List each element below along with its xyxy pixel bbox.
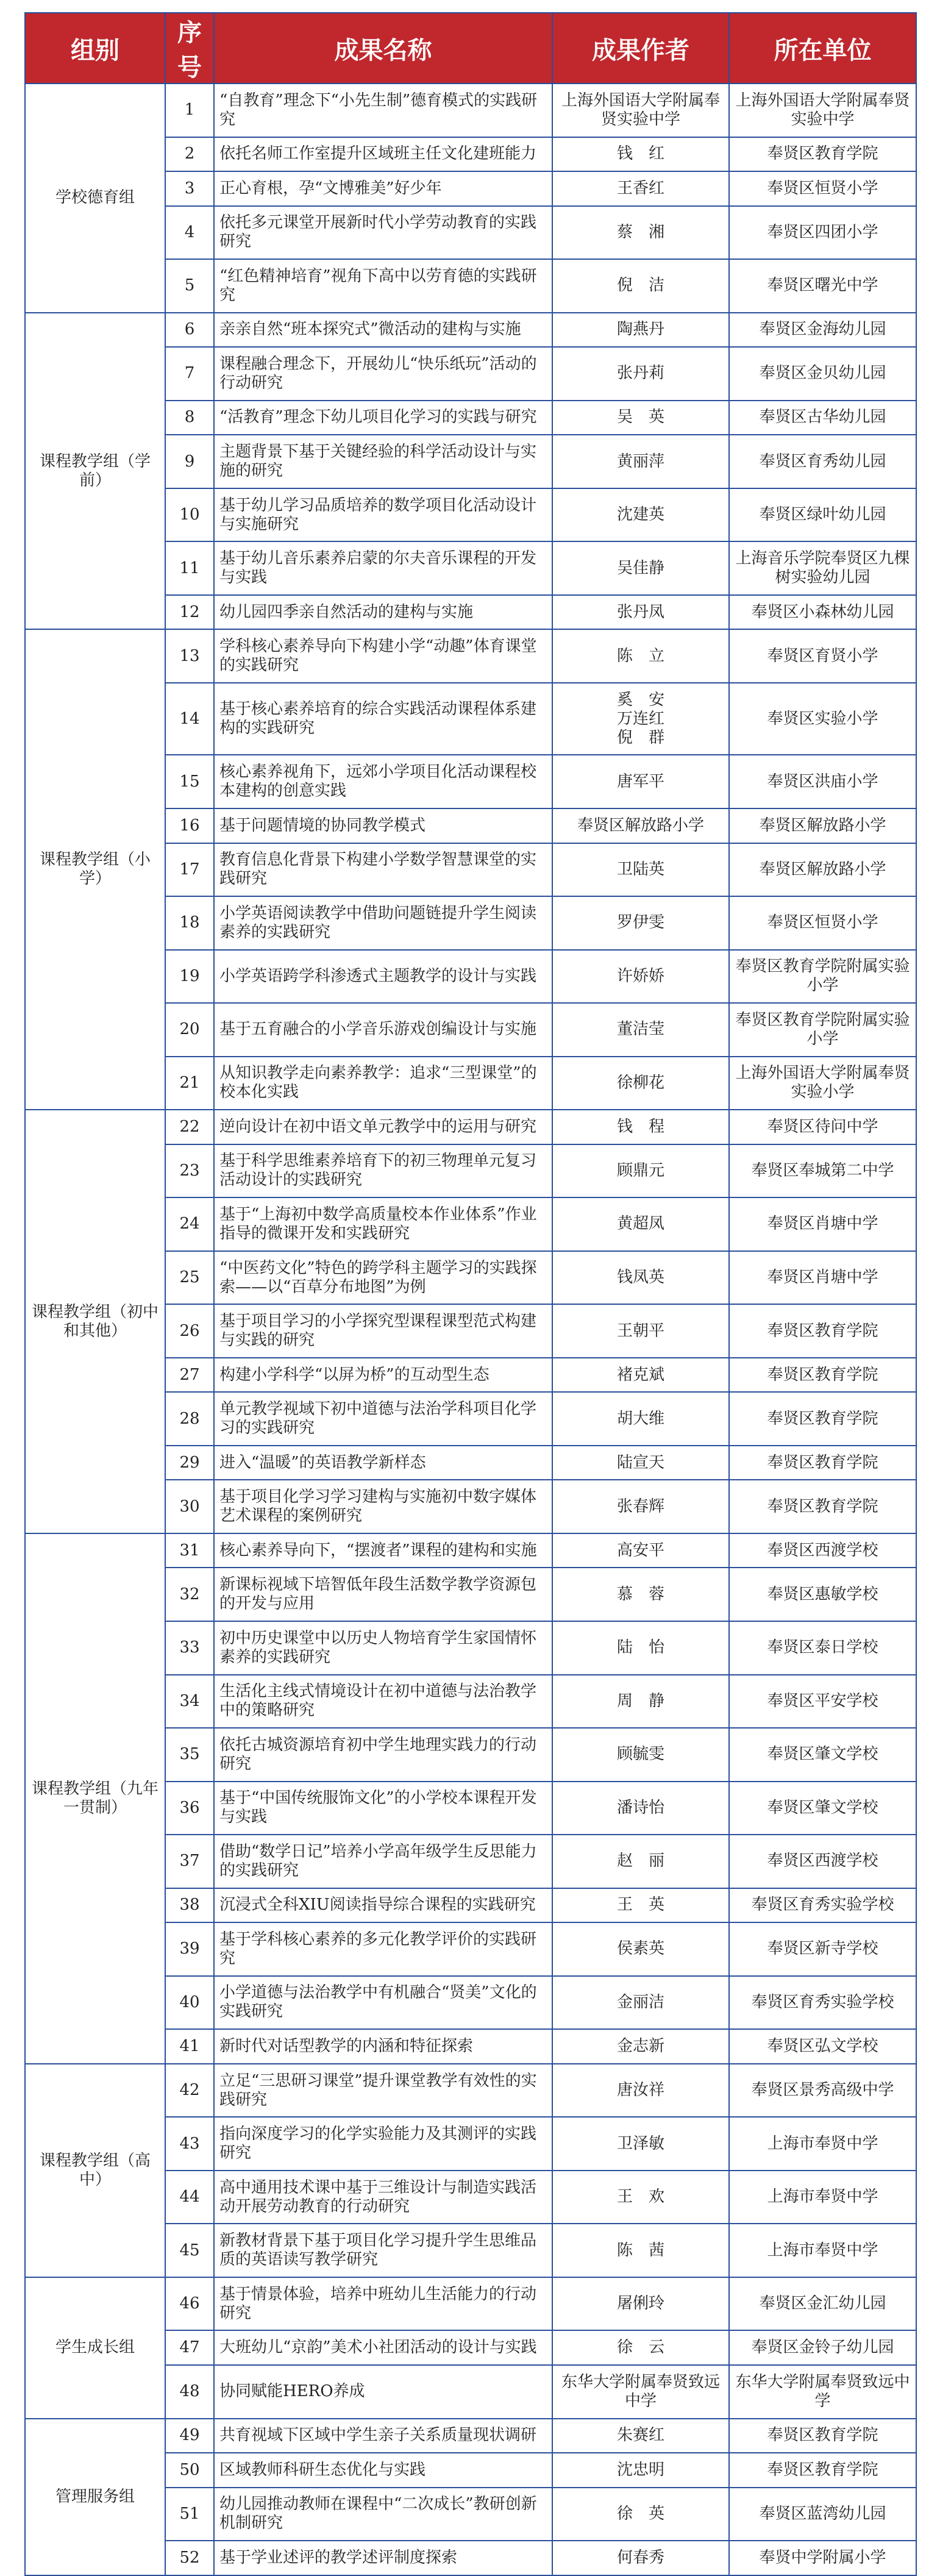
result-unit: 奉贤区实验小学 — [729, 683, 916, 755]
result-title: 幼儿园推动教师在课程中“二次成长”教研创新机制研究 — [214, 2488, 552, 2541]
group-cell: 课程教学组（学前） — [25, 313, 165, 630]
result-unit: 上海外国语大学附属奉贤实验中学 — [729, 84, 916, 137]
result-unit: 奉贤区西渡学校 — [729, 1835, 916, 1888]
result-title: 主题背景下基于关键经验的科学活动设计与实施的研究 — [214, 435, 552, 488]
result-author: 陆 怡 — [552, 1621, 729, 1675]
result-title: 核心素养导向下，“摆渡者”课程的建构和实施 — [214, 1533, 552, 1568]
result-title: “自教育”理念下“小先生制”德育模式的实践研究 — [214, 84, 552, 137]
row-number: 36 — [165, 1782, 214, 1835]
result-title: 沉浸式全科XIU阅读指导综合课程的实践研究 — [214, 1888, 552, 1923]
row-number: 23 — [165, 1144, 214, 1198]
row-number: 18 — [165, 896, 214, 950]
result-unit: 上海外国语大学附属奉贤实验小学 — [729, 1057, 916, 1110]
result-title: 初中历史课堂中以历史人物培育学生家国情怀素养的实践研究 — [214, 1621, 552, 1675]
result-author: 罗伊雯 — [552, 896, 729, 950]
row-number: 5 — [165, 259, 214, 313]
result-title: 基于“中国传统服饰文化”的小学校本课程开发与实践 — [214, 1782, 552, 1835]
result-author: 卫陆英 — [552, 843, 729, 897]
result-unit: 奉贤区教育学院 — [729, 1480, 916, 1533]
table-row — [25, 2419, 916, 2453]
header-row — [25, 13, 916, 84]
row-number: 47 — [165, 2330, 214, 2365]
row-number: 28 — [165, 1392, 214, 1446]
result-title: 区域教师科研生态优化与实践 — [214, 2453, 552, 2488]
result-title: 基于核心素养培育的综合实践活动课程体系建构的实践研究 — [214, 683, 552, 755]
result-author — [552, 683, 729, 755]
result-title: 单元教学视域下初中道德与法治学科项目化学习的实践研究 — [214, 1392, 552, 1446]
result-unit: 奉贤区育秀实验学校 — [729, 1976, 916, 2030]
result-title: 小学道德与法治教学中有机融合“贤美”文化的实践研究 — [214, 1976, 552, 2030]
row-number: 42 — [165, 2064, 214, 2118]
result-title: 进入“温暖”的英语教学新样态 — [214, 1446, 552, 1480]
result-author: 金丽洁 — [552, 1976, 729, 2030]
result-unit: 奉贤区肖塘中学 — [729, 1197, 916, 1251]
result-title: “活教育”理念下幼儿项目化学习的实践与研究 — [214, 401, 552, 435]
result-unit: 奉贤区恒贤小学 — [729, 896, 916, 950]
row-number: 14 — [165, 683, 214, 755]
result-author: 卫泽敏 — [552, 2117, 729, 2171]
result-title: 核心素养视角下，远郊小学项目化活动课程校本建构的创意实践 — [214, 755, 552, 808]
result-author: 吴佳静 — [552, 541, 729, 595]
row-number: 52 — [165, 2541, 214, 2575]
result-author: 赵 丽 — [552, 1835, 729, 1888]
result-title: 新时代对话型教学的内涵和特征探索 — [214, 2029, 552, 2064]
result-title: 课程融合理念下，开展幼儿“快乐纸玩”活动的行动研究 — [214, 347, 552, 401]
result-unit: 奉贤区肖塘中学 — [729, 1251, 916, 1305]
table-row — [25, 2277, 916, 2331]
result-author: 侯素英 — [552, 1922, 729, 1976]
result-author: 屠俐玲 — [552, 2277, 729, 2331]
result-unit: 上海音乐学院奉贤区九棵树实验幼儿园 — [729, 541, 916, 595]
result-author: 徐 英 — [552, 2488, 729, 2541]
result-unit: 奉贤区解放路小学 — [729, 808, 916, 843]
row-number: 10 — [165, 488, 214, 542]
row-number: 24 — [165, 1197, 214, 1251]
result-unit: 奉贤区教育学院 — [729, 2453, 916, 2488]
row-number: 17 — [165, 843, 214, 897]
result-unit: 奉贤区曙光中学 — [729, 259, 916, 313]
result-author: 黄丽萍 — [552, 435, 729, 488]
row-number: 33 — [165, 1621, 214, 1675]
result-unit: 奉贤区教育学院附属实验小学 — [729, 1003, 916, 1057]
result-author: 高安平 — [552, 1533, 729, 1568]
result-title: 基于幼儿音乐素养启蒙的尔夫音乐课程的开发与实践 — [214, 541, 552, 595]
row-number: 41 — [165, 2029, 214, 2064]
result-title: 幼儿园四季亲自然活动的建构与实施 — [214, 595, 552, 630]
row-number: 6 — [165, 313, 214, 348]
result-title: 高中通用技术课中基于三维设计与制造实践活动开展劳动教育的行动研究 — [214, 2171, 552, 2224]
result-author: 许娇娇 — [552, 950, 729, 1004]
result-unit: 奉贤区育秀实验学校 — [729, 1888, 916, 1923]
result-title: 基于项目化学习学习建构与实施初中数字媒体艺术课程的案例研究 — [214, 1480, 552, 1533]
result-author: 吴 英 — [552, 401, 729, 435]
result-author: 顾毓雯 — [552, 1728, 729, 1782]
result-unit: 上海市奉贤中学 — [729, 2171, 916, 2224]
row-number: 34 — [165, 1675, 214, 1729]
result-unit: 奉贤区恒贤小学 — [729, 171, 916, 206]
row-number: 39 — [165, 1922, 214, 1976]
row-number: 16 — [165, 808, 214, 843]
result-author: 顾鼎元 — [552, 1144, 729, 1198]
row-number: 15 — [165, 755, 214, 808]
row-number: 35 — [165, 1728, 214, 1782]
result-title: 生活化主线式情境设计在初中道德与法治教学中的策略研究 — [214, 1675, 552, 1729]
result-unit: 奉贤区教育学院 — [729, 1304, 916, 1358]
row-number: 13 — [165, 629, 214, 683]
result-author: 东华大学附属奉贤致远中学 — [552, 2365, 729, 2419]
result-author: 唐军平 — [552, 755, 729, 808]
result-author: 董洁莹 — [552, 1003, 729, 1057]
result-title: 亲亲自然“班本探究式”微活动的建构与实施 — [214, 313, 552, 348]
result-author: 张丹莉 — [552, 347, 729, 401]
result-title: 共育视域下区域中学生亲子关系质量现状调研 — [214, 2419, 552, 2453]
result-unit: 奉贤区教育学院附属实验小学 — [729, 950, 916, 1004]
result-title: 教育信息化背景下构建小学数学智慧课堂的实践研究 — [214, 843, 552, 897]
result-unit: 奉贤区育贤小学 — [729, 629, 916, 683]
result-title: 基于幼儿学习品质培养的数学项目化活动设计与实施研究 — [214, 488, 552, 542]
result-title: 基于学科核心素养的多元化教学评价的实践研究 — [214, 1922, 552, 1976]
result-author: 王朝平 — [552, 1304, 729, 1358]
result-unit: 奉贤区教育学院 — [729, 1392, 916, 1446]
table-row — [25, 1533, 916, 1568]
result-author: 蔡 湘 — [552, 206, 729, 260]
result-title: 大班幼儿“京韵”美术小社团活动的设计与实践 — [214, 2330, 552, 2365]
result-title: 新课标视域下培智低年段生活数学教学资源包的开发与应用 — [214, 1568, 552, 1621]
result-title: 基于科学思维素养培育下的初三物理单元复习活动设计的实践研究 — [214, 1144, 552, 1198]
result-author: 王 欢 — [552, 2171, 729, 2224]
result-author: 金志新 — [552, 2029, 729, 2064]
results-table — [24, 12, 917, 2576]
result-author: 何春秀 — [552, 2541, 729, 2575]
author-name: 万连红 — [616, 709, 664, 728]
row-number: 1 — [165, 84, 214, 137]
result-unit: 奉贤区蓝湾幼儿园 — [729, 2488, 916, 2541]
author-name: 倪 群 — [616, 728, 664, 747]
result-unit: 奉贤区景秀高级中学 — [729, 2064, 916, 2118]
result-unit: 奉贤区解放路小学 — [729, 843, 916, 897]
result-title: 正心育根，孕“文博雅美”好少年 — [214, 171, 552, 206]
result-title: 基于项目学习的小学探究型课程课型范式构建与实践的研究 — [214, 1304, 552, 1358]
table-row — [25, 313, 916, 348]
result-unit: 奉贤区洪庙小学 — [729, 755, 916, 808]
result-title: 基于情景体验，培养中班幼儿生活能力的行动研究 — [214, 2277, 552, 2331]
result-unit: 奉贤区教育学院 — [729, 137, 916, 172]
result-title: 协同赋能HERO养成 — [214, 2365, 552, 2419]
result-title: 借助“数学日记”培养小学高年级学生反思能力的实践研究 — [214, 1835, 552, 1888]
row-number: 4 — [165, 206, 214, 260]
row-number: 30 — [165, 1480, 214, 1533]
result-author: 胡大维 — [552, 1392, 729, 1446]
row-number: 12 — [165, 595, 214, 630]
result-author: 张春辉 — [552, 1480, 729, 1533]
row-number: 25 — [165, 1251, 214, 1305]
result-unit: 奉贤区古华幼儿园 — [729, 401, 916, 435]
header-number: 序号 — [165, 13, 214, 84]
row-number: 31 — [165, 1533, 214, 1568]
result-author: 钱 程 — [552, 1110, 729, 1144]
result-author: 潘诗怡 — [552, 1782, 729, 1835]
group-cell: 课程教学组（小学） — [25, 629, 165, 1110]
row-number: 2 — [165, 137, 214, 172]
row-number: 44 — [165, 2171, 214, 2224]
result-author: 慕 蓉 — [552, 1568, 729, 1621]
result-unit: 奉贤区惠敏学校 — [729, 1568, 916, 1621]
result-title: 从知识教学走向素养教学：追求“三型课堂”的校本化实践 — [214, 1057, 552, 1110]
row-number: 29 — [165, 1446, 214, 1480]
result-unit: 奉贤区西渡学校 — [729, 1533, 916, 1568]
table-body — [25, 84, 916, 2575]
result-title: 依托多元课堂开展新时代小学劳动教育的实践研究 — [214, 206, 552, 260]
result-title: 构建小学科学“以屏为桥”的互动型生态 — [214, 1358, 552, 1393]
result-author: 王 英 — [552, 1888, 729, 1923]
result-author: 钱 红 — [552, 137, 729, 172]
result-title: 依托名师工作室提升区域班主任文化建班能力 — [214, 137, 552, 172]
result-unit: 奉贤区弘文学校 — [729, 2029, 916, 2064]
row-number: 7 — [165, 347, 214, 401]
result-title: 新教材背景下基于项目化学习提升学生思维品质的英语读写教学研究 — [214, 2224, 552, 2277]
row-number: 45 — [165, 2224, 214, 2277]
row-number: 50 — [165, 2453, 214, 2488]
header-author: 成果作者 — [552, 13, 729, 84]
result-author: 周 静 — [552, 1675, 729, 1729]
result-unit: 奉贤区待问中学 — [729, 1110, 916, 1144]
row-number: 40 — [165, 1976, 214, 2030]
row-number: 51 — [165, 2488, 214, 2541]
row-number: 21 — [165, 1057, 214, 1110]
result-title: 依托古城资源培育初中学生地理实践力的行动研究 — [214, 1728, 552, 1782]
result-unit: 奉贤区教育学院 — [729, 2419, 916, 2453]
row-number: 11 — [165, 541, 214, 595]
group-cell: 管理服务组 — [25, 2419, 165, 2575]
row-number: 26 — [165, 1304, 214, 1358]
row-number: 32 — [165, 1568, 214, 1621]
header-group: 组别 — [25, 13, 165, 84]
result-author: 徐 云 — [552, 2330, 729, 2365]
result-unit: 东华大学附属奉贤致远中学 — [729, 2365, 916, 2419]
result-author: 褚克斌 — [552, 1358, 729, 1393]
row-number: 22 — [165, 1110, 214, 1144]
row-number: 27 — [165, 1358, 214, 1393]
result-unit: 奉贤区绿叶幼儿园 — [729, 488, 916, 542]
result-author: 王香红 — [552, 171, 729, 206]
result-title: “红色精神培育”视角下高中以劳育德的实践研究 — [214, 259, 552, 313]
header-unit: 所在单位 — [729, 13, 916, 84]
result-unit: 奉贤区泰日学校 — [729, 1621, 916, 1675]
result-author: 陈 茜 — [552, 2224, 729, 2277]
result-unit: 奉贤区新寺学校 — [729, 1922, 916, 1976]
result-author: 钱凤英 — [552, 1251, 729, 1305]
result-unit: 奉贤区小森林幼儿园 — [729, 595, 916, 630]
result-unit: 奉贤区奉城第二中学 — [729, 1144, 916, 1198]
row-number: 37 — [165, 1835, 214, 1888]
result-author: 倪 洁 — [552, 259, 729, 313]
table-row — [25, 1110, 916, 1144]
result-unit: 奉贤区教育学院 — [729, 1358, 916, 1393]
result-unit: 奉贤区平安学校 — [729, 1675, 916, 1729]
result-title: 基于“上海初中数学高质量校本作业体系”作业指导的微课开发和实践研究 — [214, 1197, 552, 1251]
table-row — [25, 2064, 916, 2118]
row-number: 43 — [165, 2117, 214, 2171]
result-author: 上海外国语大学附属奉贤实验中学 — [552, 84, 729, 137]
row-number: 9 — [165, 435, 214, 488]
result-author: 陈 立 — [552, 629, 729, 683]
group-cell: 学生成长组 — [25, 2277, 165, 2419]
table-row — [25, 629, 916, 683]
result-unit: 奉贤区金海幼儿园 — [729, 313, 916, 348]
header-title: 成果名称 — [214, 13, 552, 84]
result-unit: 奉贤区金铃子幼儿园 — [729, 2330, 916, 2365]
result-title: 基于问题情境的协同教学模式 — [214, 808, 552, 843]
row-number: 49 — [165, 2419, 214, 2453]
table-header — [25, 13, 916, 84]
result-title: 小学英语阅读教学中借助问题链提升学生阅读素养的实践研究 — [214, 896, 552, 950]
row-number: 8 — [165, 401, 214, 435]
result-author: 陶燕丹 — [552, 313, 729, 348]
result-title: 小学英语跨学科渗透式主题教学的设计与实践 — [214, 950, 552, 1004]
group-cell: 课程教学组（高中） — [25, 2064, 165, 2277]
result-author: 沈忠明 — [552, 2453, 729, 2488]
group-cell: 课程教学组（九年一贯制） — [25, 1533, 165, 2064]
result-title: 立足“三思研习课堂”提升课堂教学有效性的实践研究 — [214, 2064, 552, 2118]
result-author: 陆宣天 — [552, 1446, 729, 1480]
author-name: 奚 安 — [616, 690, 664, 709]
result-unit: 奉贤区肇文学校 — [729, 1728, 916, 1782]
result-author: 黄超凤 — [552, 1197, 729, 1251]
result-author: 朱赛红 — [552, 2419, 729, 2453]
result-unit: 上海市奉贤中学 — [729, 2117, 916, 2171]
result-title: “中医药文化”特色的跨学科主题学习的实践探索——以“百草分布地图”为例 — [214, 1251, 552, 1305]
result-unit: 奉贤中学附属小学 — [729, 2541, 916, 2575]
result-unit: 奉贤区金贝幼儿园 — [729, 347, 916, 401]
result-unit: 上海市奉贤中学 — [729, 2224, 916, 2277]
result-author: 徐柳花 — [552, 1057, 729, 1110]
row-number: 48 — [165, 2365, 214, 2419]
result-author: 张丹凤 — [552, 595, 729, 630]
row-number: 38 — [165, 1888, 214, 1923]
result-author: 奉贤区解放路小学 — [552, 808, 729, 843]
result-title: 逆向设计在初中语文单元教学中的运用与研究 — [214, 1110, 552, 1144]
result-author: 沈建英 — [552, 488, 729, 542]
result-unit: 奉贤区金汇幼儿园 — [729, 2277, 916, 2331]
table-row — [25, 84, 916, 137]
result-title: 基于五育融合的小学音乐游戏创编设计与实施 — [214, 1003, 552, 1057]
group-cell: 学校德育组 — [25, 84, 165, 313]
result-unit: 奉贤区教育学院 — [729, 1446, 916, 1480]
row-number: 19 — [165, 950, 214, 1004]
result-title: 指向深度学习的化学实验能力及其测评的实践研究 — [214, 2117, 552, 2171]
result-title: 基于学业述评的教学述评制度探索 — [214, 2541, 552, 2575]
result-unit: 奉贤区四团小学 — [729, 206, 916, 260]
result-title: 学科核心素养导向下构建小学“动趣”体育课堂的实践研究 — [214, 629, 552, 683]
row-number: 3 — [165, 171, 214, 206]
group-cell: 课程教学组（初中和其他） — [25, 1110, 165, 1533]
row-number: 20 — [165, 1003, 214, 1057]
result-author: 唐汝祥 — [552, 2064, 729, 2118]
result-unit: 奉贤区肇文学校 — [729, 1782, 916, 1835]
row-number: 46 — [165, 2277, 214, 2331]
result-unit: 奉贤区育秀幼儿园 — [729, 435, 916, 488]
